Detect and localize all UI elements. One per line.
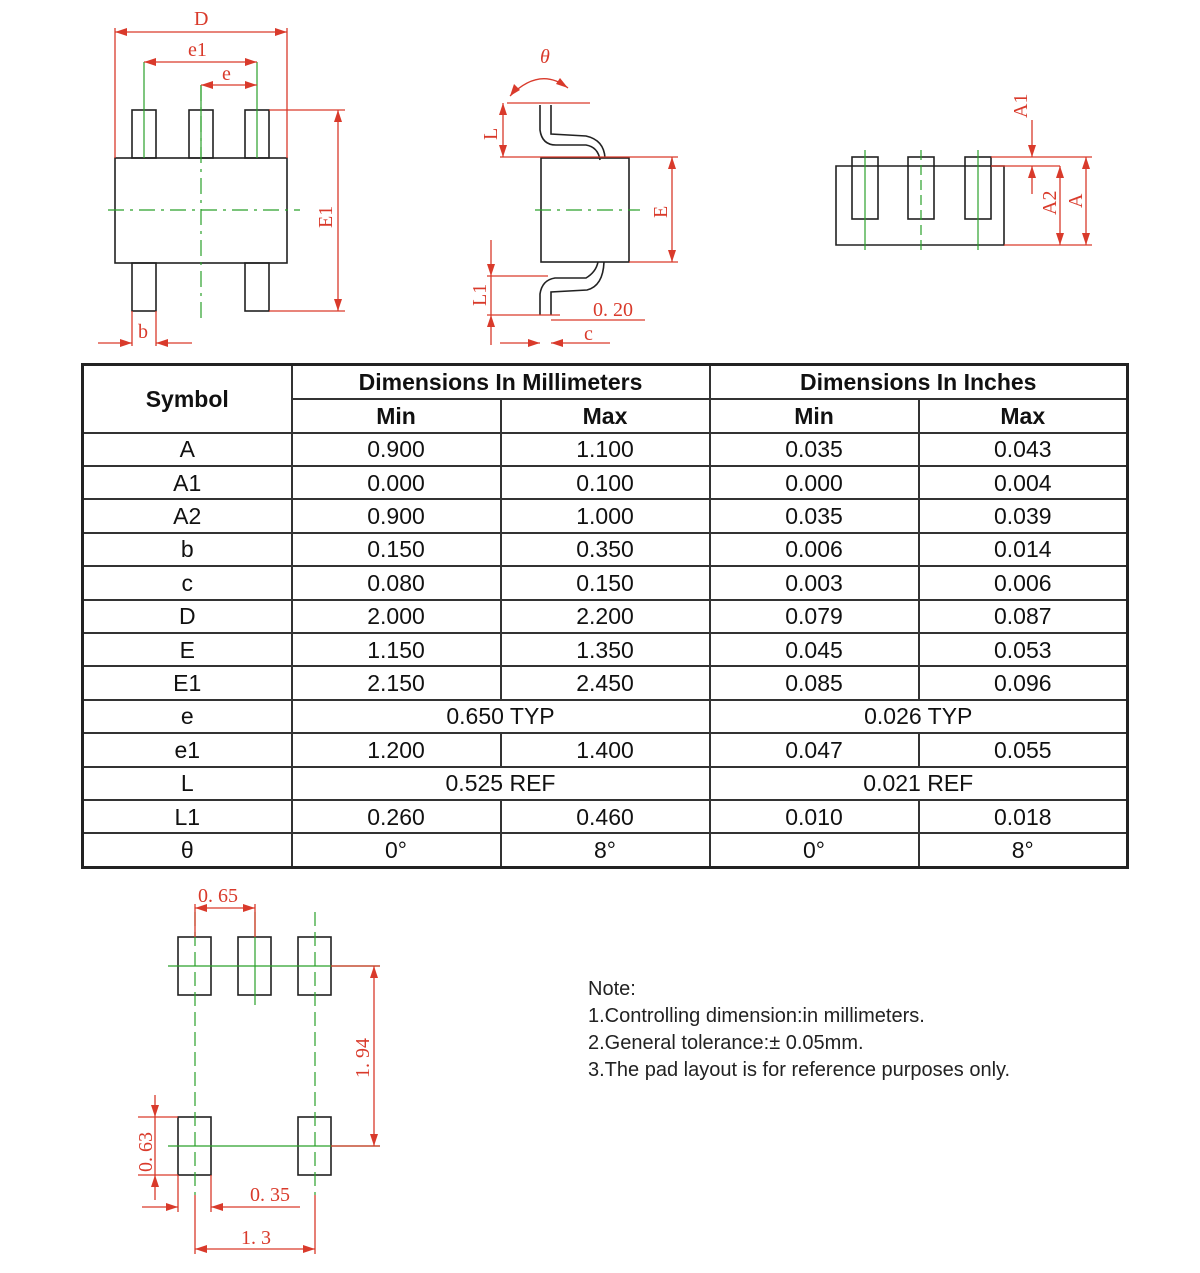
header-mm: Dimensions In Millimeters <box>292 365 710 399</box>
cell-symbol: b <box>83 533 292 566</box>
dim-label-A2: A2 <box>1039 190 1061 215</box>
table-row <box>83 600 1128 633</box>
cell-symbol: D <box>83 600 292 633</box>
table-row <box>83 700 1128 733</box>
dim-label-E1: E1 <box>315 205 337 228</box>
cell-in-min: 0.035 <box>710 433 919 466</box>
dim-label-pad-pitch: 0. 65 <box>198 885 238 907</box>
cell-in-min: 0.035 <box>710 499 919 532</box>
cell-symbol: e <box>83 700 292 733</box>
cell-symbol: c <box>83 566 292 599</box>
note-item: 3.The pad layout is for reference purposes only. <box>588 1059 1011 1081</box>
dim-label-E: E <box>650 205 672 218</box>
cell-in-max: 0.039 <box>919 499 1128 532</box>
cell-mm-max: 2.200 <box>501 600 710 633</box>
cell-in-max: 0.055 <box>919 733 1128 766</box>
dim-label-pad-length: 0. 63 <box>135 1132 157 1172</box>
table-row <box>83 666 1128 699</box>
cell-symbol: E <box>83 633 292 666</box>
dim-label-pad-width: 0. 35 <box>250 1184 290 1206</box>
cell-in-max: 0.087 <box>919 600 1128 633</box>
cell-in-max: 0.043 <box>919 433 1128 466</box>
cell-in-min: 0.006 <box>710 533 919 566</box>
cell-mm-min: 0° <box>292 833 501 867</box>
side-body <box>541 158 629 262</box>
dim-label-c: c <box>584 323 593 345</box>
dim-label-A: A <box>1065 193 1087 208</box>
table-row <box>83 767 1128 800</box>
lead <box>245 263 269 311</box>
cell-mm-max: 1.350 <box>501 633 710 666</box>
cell-in-min: 0.085 <box>710 666 919 699</box>
cell-mm-min: 1.200 <box>292 733 501 766</box>
cell-in-max: 0.018 <box>919 800 1128 833</box>
side-view <box>469 46 678 347</box>
cell-symbol: A2 <box>83 499 292 532</box>
cell-mm-max: 0.350 <box>501 533 710 566</box>
cell-mm-max: 8° <box>501 833 710 867</box>
dim-label-pad-row: 1. 3 <box>241 1227 271 1249</box>
cell-mm-min: 0.900 <box>292 433 501 466</box>
cell-in-max: 0.006 <box>919 566 1128 599</box>
dim-label-L1: L1 <box>469 283 491 306</box>
table-row <box>83 533 1128 566</box>
cell-mm-max: 0.460 <box>501 800 710 833</box>
cell-symbol: θ <box>83 833 292 867</box>
cell-in-min: 0.045 <box>710 633 919 666</box>
cell-mm-min: 0.080 <box>292 566 501 599</box>
header-in-min: Min <box>710 399 919 433</box>
cell-mm-max: 1.100 <box>501 433 710 466</box>
cell-in-min: 0.003 <box>710 566 919 599</box>
dim-label-e: e <box>222 63 231 85</box>
cell-symbol: L1 <box>83 800 292 833</box>
cell-mm-min: 1.150 <box>292 633 501 666</box>
dim-label-gauge: 0. 20 <box>593 299 633 321</box>
cell-mm-max: 0.150 <box>501 566 710 599</box>
cell-mm-max: 1.400 <box>501 733 710 766</box>
cell-in-max: 0.053 <box>919 633 1128 666</box>
cell-in-max: 0.014 <box>919 533 1128 566</box>
table-row <box>83 566 1128 599</box>
top-view <box>98 8 345 347</box>
header-mm-max: Max <box>501 399 710 433</box>
cell-symbol: E1 <box>83 666 292 699</box>
cell-mm-min: 2.150 <box>292 666 501 699</box>
cell-in-min: 0° <box>710 833 919 867</box>
pad-layout <box>135 885 380 1254</box>
cell-symbol: A1 <box>83 466 292 499</box>
table-row <box>83 800 1128 833</box>
dim-label-L: L <box>480 127 502 140</box>
cell-mm-min: 0.260 <box>292 800 501 833</box>
dim-label-D: D <box>194 8 209 30</box>
dim-label-e1: e1 <box>188 39 207 61</box>
notes-title: Note: <box>588 978 636 1000</box>
cell-in-min: 0.047 <box>710 733 919 766</box>
cell-mm-min: 0.150 <box>292 533 501 566</box>
table-row <box>83 433 1128 466</box>
cell-in-span: 0.026 TYP <box>710 700 1128 733</box>
dim-label-A1: A1 <box>1010 93 1032 118</box>
note-item: 1.Controlling dimension:in millimeters. <box>588 1005 925 1027</box>
cell-mm-min: 0.000 <box>292 466 501 499</box>
cell-mm-span: 0.525 REF <box>292 767 710 800</box>
cell-in-span: 0.021 REF <box>710 767 1128 800</box>
cell-in-min: 0.079 <box>710 600 919 633</box>
table-row <box>83 499 1128 532</box>
cell-in-min: 0.010 <box>710 800 919 833</box>
cell-mm-max: 2.450 <box>501 666 710 699</box>
table-row <box>83 833 1128 867</box>
cell-symbol: e1 <box>83 733 292 766</box>
header-mm-min: Min <box>292 399 501 433</box>
lead <box>132 263 156 311</box>
table-row <box>83 466 1128 499</box>
cell-symbol: A <box>83 433 292 466</box>
end-view <box>836 94 1092 250</box>
table-row <box>83 733 1128 766</box>
cell-mm-min: 2.000 <box>292 600 501 633</box>
header-in-max: Max <box>919 399 1128 433</box>
dimensions-table <box>81 363 1129 869</box>
cell-mm-max: 0.100 <box>501 466 710 499</box>
cell-in-max: 8° <box>919 833 1128 867</box>
cell-mm-min: 0.900 <box>292 499 501 532</box>
cell-symbol: L <box>83 767 292 800</box>
table-row <box>83 633 1128 666</box>
header-symbol: Symbol <box>83 365 292 433</box>
cell-mm-span: 0.650 TYP <box>292 700 710 733</box>
cell-in-min: 0.000 <box>710 466 919 499</box>
cell-in-max: 0.004 <box>919 466 1128 499</box>
cell-mm-max: 1.000 <box>501 499 710 532</box>
dim-label-theta: θ <box>540 46 550 68</box>
note-item: 2.General tolerance:± 0.05mm. <box>588 1032 864 1054</box>
cell-in-max: 0.096 <box>919 666 1128 699</box>
dim-label-b: b <box>138 321 148 343</box>
notes-block <box>588 976 1010 1084</box>
header-inch: Dimensions In Inches <box>710 365 1128 399</box>
dim-label-pad-span: 1. 94 <box>352 1038 374 1078</box>
